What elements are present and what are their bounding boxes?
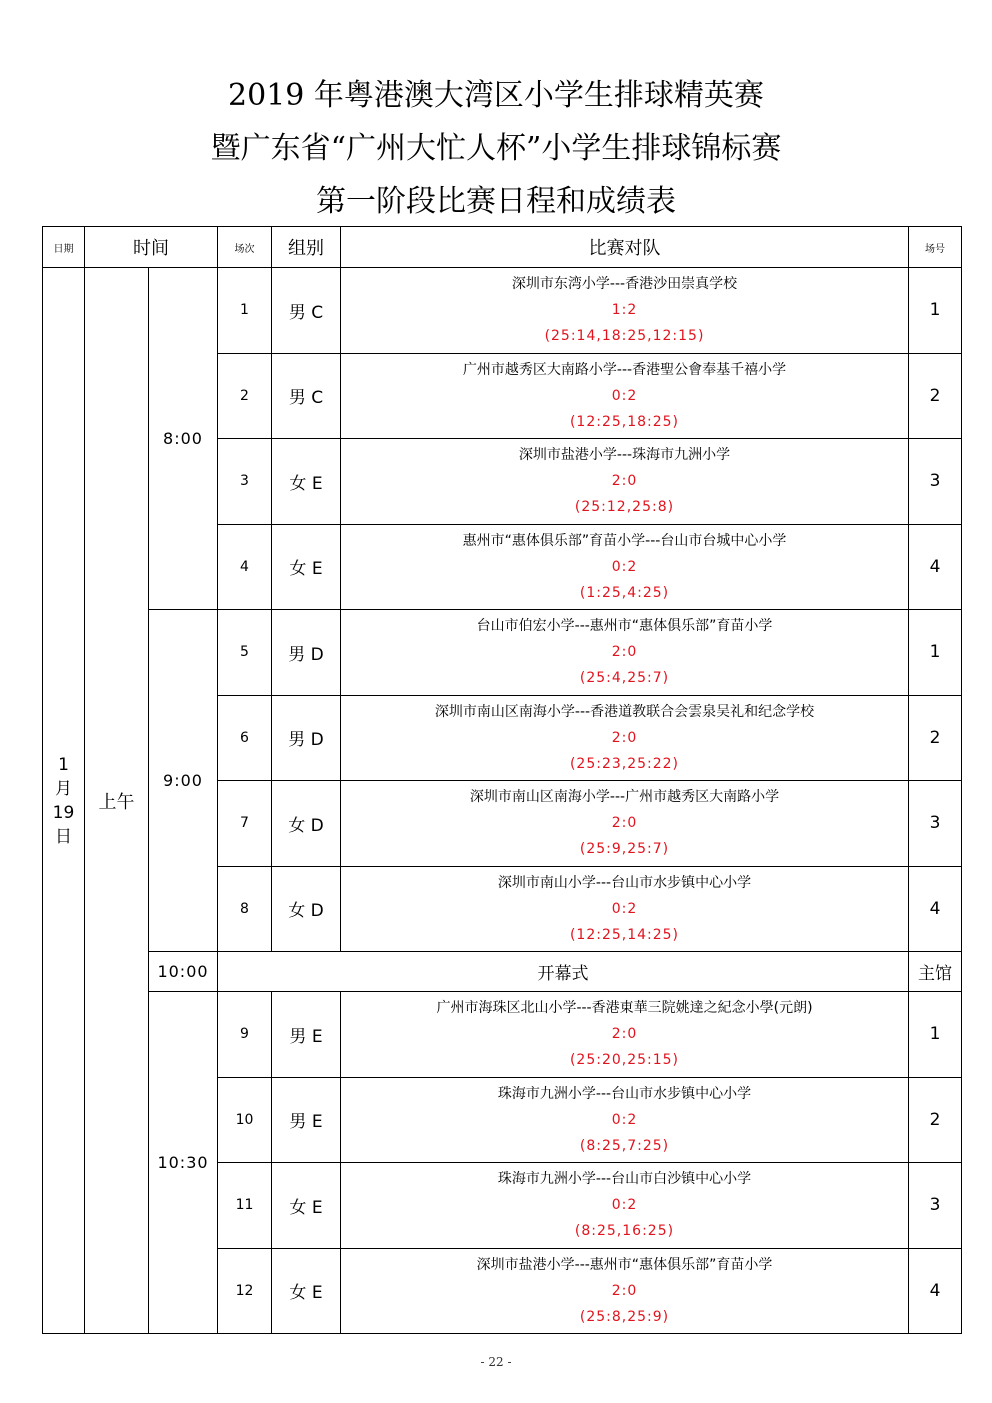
match-number: 7 bbox=[218, 781, 272, 867]
match-teams: 台山市伯宏小学---惠州市“惠体俱乐部”育苗小学 bbox=[476, 618, 773, 635]
match-number: 9 bbox=[218, 992, 272, 1078]
match-score: 2:0 bbox=[611, 473, 638, 490]
match-teams: 珠海市九洲小学---台山市白沙镇中心小学 bbox=[497, 1171, 752, 1188]
header-court: 场号 bbox=[909, 227, 962, 268]
match-score: 2:0 bbox=[611, 729, 638, 746]
match-score: 2:0 bbox=[611, 815, 638, 832]
time-slot: 10:00 bbox=[149, 952, 218, 992]
date-line: 月 bbox=[55, 778, 72, 799]
ceremony-venue: 主馆 bbox=[909, 952, 962, 992]
match-cell bbox=[341, 1163, 909, 1249]
match-teams: 深圳市南山小学---台山市水步镇中心小学 bbox=[497, 874, 752, 891]
header-date: 日期 bbox=[43, 227, 85, 268]
match-court: 1 bbox=[909, 610, 962, 696]
schedule-table bbox=[42, 226, 962, 1334]
match-set-scores: (25:8,25:9) bbox=[579, 1308, 670, 1325]
table-row bbox=[43, 992, 962, 1078]
match-group: 女 D bbox=[272, 866, 341, 952]
match-cell bbox=[341, 992, 909, 1078]
match-court: 2 bbox=[909, 353, 962, 439]
match-teams: 惠州市“惠体俱乐部”育苗小学---台山市台城中心小学 bbox=[462, 532, 787, 549]
match-set-scores: (8:25,7:25) bbox=[579, 1137, 670, 1154]
date-line: 19 bbox=[52, 802, 75, 823]
match-court: 2 bbox=[909, 695, 962, 781]
match-score: 2:0 bbox=[611, 1026, 638, 1043]
match-court: 3 bbox=[909, 1163, 962, 1249]
match-set-scores: (12:25,18:25) bbox=[569, 413, 680, 430]
match-court: 3 bbox=[909, 781, 962, 867]
match-court: 4 bbox=[909, 524, 962, 610]
match-number: 6 bbox=[218, 695, 272, 781]
header-time: 时间 bbox=[85, 227, 218, 268]
match-court: 3 bbox=[909, 439, 962, 525]
match-teams: 深圳市盐港小学---惠州市“惠体俱乐部”育苗小学 bbox=[476, 1256, 773, 1273]
match-set-scores: (12:25,14:25) bbox=[569, 926, 680, 943]
header-match-no: 场次 bbox=[218, 227, 272, 268]
match-group: 男 E bbox=[272, 1077, 341, 1163]
match-cell bbox=[341, 610, 909, 696]
match-teams: 广州市越秀区大南路小学---香港聖公會奉基千禧小学 bbox=[462, 361, 787, 378]
match-score: 0:2 bbox=[611, 1197, 638, 1214]
date-line: 1 bbox=[58, 754, 69, 775]
match-score: 0:2 bbox=[611, 558, 638, 575]
match-number: 11 bbox=[218, 1163, 272, 1249]
match-teams: 珠海市九洲小学---台山市水步镇中心小学 bbox=[497, 1085, 752, 1102]
match-group: 男 C bbox=[272, 268, 341, 354]
match-set-scores: (25:4,25:7) bbox=[579, 670, 670, 687]
match-number: 10 bbox=[218, 1077, 272, 1163]
match-cell bbox=[341, 1248, 909, 1334]
match-score: 2:0 bbox=[611, 1282, 638, 1299]
title-line-1: 2019 年粤港澳大湾区小学生排球精英赛 bbox=[228, 78, 764, 113]
date-cell bbox=[43, 268, 85, 1334]
match-score: 2:0 bbox=[611, 644, 638, 661]
header-group: 组别 bbox=[272, 227, 341, 268]
match-score: 1:2 bbox=[611, 302, 638, 319]
match-teams: 深圳市南山区南海小学---广州市越秀区大南路小学 bbox=[469, 789, 780, 806]
header-row bbox=[43, 227, 962, 268]
match-score: 0:2 bbox=[611, 900, 638, 917]
page-number: - 22 - bbox=[480, 1355, 512, 1369]
match-court: 1 bbox=[909, 268, 962, 354]
match-court: 4 bbox=[909, 866, 962, 952]
match-set-scores: (1:25,4:25) bbox=[579, 584, 670, 601]
time-slot: 9:00 bbox=[149, 610, 218, 952]
match-number: 5 bbox=[218, 610, 272, 696]
match-cell bbox=[341, 439, 909, 525]
match-group: 女 E bbox=[272, 524, 341, 610]
match-cell bbox=[341, 695, 909, 781]
match-group: 女 E bbox=[272, 439, 341, 525]
match-court: 4 bbox=[909, 1248, 962, 1334]
match-group: 女 D bbox=[272, 781, 341, 867]
header-matchup: 比赛对队 bbox=[341, 227, 909, 268]
match-score: 0:2 bbox=[611, 387, 638, 404]
match-set-scores: (25:23,25:22) bbox=[569, 755, 680, 772]
match-set-scores: (25:20,25:15) bbox=[569, 1052, 680, 1069]
match-number: 12 bbox=[218, 1248, 272, 1334]
match-group: 男 D bbox=[272, 695, 341, 781]
match-cell bbox=[341, 1077, 909, 1163]
title-line-3: 第一阶段比赛日程和成绩表 bbox=[316, 184, 676, 219]
date-line: 日 bbox=[55, 826, 72, 847]
match-teams: 深圳市盐港小学---珠海市九洲小学 bbox=[518, 447, 731, 464]
match-number: 4 bbox=[218, 524, 272, 610]
match-set-scores: (8:25,16:25) bbox=[574, 1223, 675, 1240]
match-group: 女 E bbox=[272, 1248, 341, 1334]
title-line-2: 暨广东省“广州大忙人杯”小学生排球锦标赛 bbox=[210, 131, 782, 166]
ceremony-label: 开幕式 bbox=[218, 952, 909, 992]
match-group: 男 D bbox=[272, 610, 341, 696]
match-cell bbox=[341, 781, 909, 867]
match-number: 8 bbox=[218, 866, 272, 952]
time-slot: 8:00 bbox=[149, 268, 218, 610]
match-score: 0:2 bbox=[611, 1111, 638, 1128]
match-court: 1 bbox=[909, 992, 962, 1078]
match-number: 2 bbox=[218, 353, 272, 439]
table-row bbox=[43, 268, 962, 354]
match-teams: 广州市海珠区北山小学---香港東華三院姚達之紀念小學(元朗) bbox=[436, 1000, 813, 1017]
match-cell bbox=[341, 268, 909, 354]
match-group: 男 C bbox=[272, 353, 341, 439]
table-row bbox=[43, 610, 962, 696]
match-set-scores: (25:12,25:8) bbox=[574, 499, 675, 516]
match-group: 男 E bbox=[272, 992, 341, 1078]
ceremony-row bbox=[43, 952, 962, 992]
match-cell bbox=[341, 866, 909, 952]
time-slot: 10:30 bbox=[149, 992, 218, 1334]
match-court: 2 bbox=[909, 1077, 962, 1163]
match-set-scores: (25:9,25:7) bbox=[579, 841, 670, 858]
match-teams: 深圳市东湾小学---香港沙田崇真学校 bbox=[511, 276, 738, 293]
match-cell bbox=[341, 353, 909, 439]
match-group: 女 E bbox=[272, 1163, 341, 1249]
match-cell bbox=[341, 524, 909, 610]
match-number: 3 bbox=[218, 439, 272, 525]
match-teams: 深圳市南山区南海小学---香港道教联合会雲泉吴礼和纪念学校 bbox=[434, 703, 815, 720]
match-set-scores: (25:14,18:25,12:15) bbox=[544, 328, 705, 345]
period-cell: 上午 bbox=[85, 268, 149, 1334]
match-number: 1 bbox=[218, 268, 272, 354]
